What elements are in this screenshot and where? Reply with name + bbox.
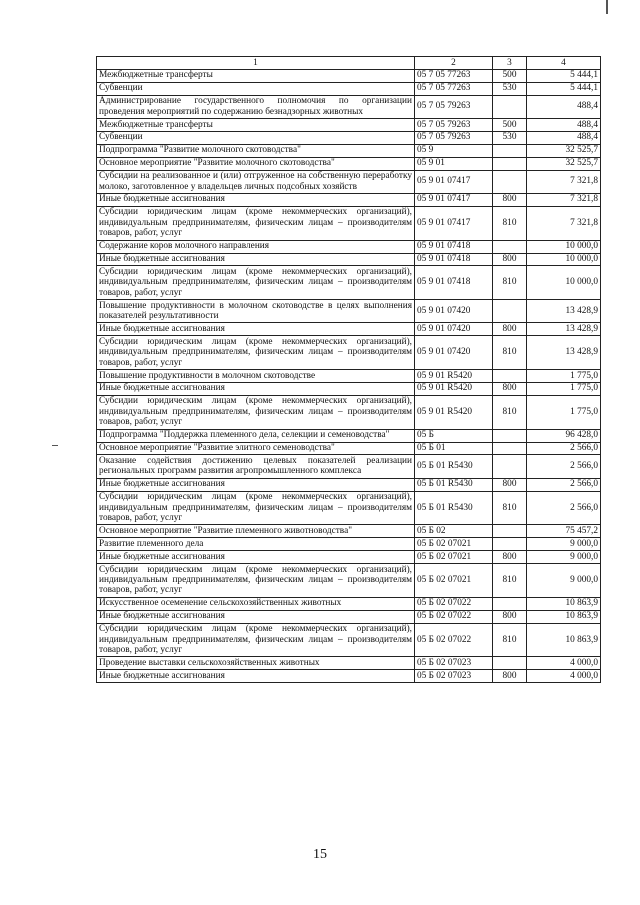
scan-mark	[606, 0, 608, 14]
row-type: 810	[493, 491, 527, 525]
row-sum: 10 000,0	[527, 266, 601, 300]
table-row	[97, 478, 601, 491]
row-code: 05 Б 02 07023	[415, 670, 493, 683]
row-name: Развитие племенного дела	[97, 538, 415, 551]
table-row	[97, 564, 601, 598]
row-name: Основное мероприятие "Развитие элитного семеноводства"	[97, 442, 415, 455]
row-code: 05 Б 02 07021	[415, 564, 493, 598]
row-sum: 32 525,7	[527, 157, 601, 170]
row-name: Иные бюджетные ассигнования	[97, 323, 415, 336]
row-type	[493, 144, 527, 157]
row-sum: 10 863,9	[527, 623, 601, 657]
row-type: 800	[493, 610, 527, 623]
row-name: Субсидии юридическим лицам (кроме некоммерческих организаций), индивидуальным предпринимателям, физическим лицам – производителям товаров, работ, услуг	[97, 564, 415, 598]
table-row	[97, 240, 601, 253]
row-name: Основное мероприятие "Развитие племенного животноводства"	[97, 525, 415, 538]
table-row	[97, 300, 601, 323]
row-sum: 5 444,1	[527, 82, 601, 95]
row-type: 810	[493, 206, 527, 240]
row-name: Иные бюджетные ассигнования	[97, 610, 415, 623]
table-row	[97, 323, 601, 336]
row-name: Субсидии на реализованное и (или) отгруженное на собственную переработку молоко, заготовленное у владельцев личных подсобных хозяйств	[97, 170, 415, 193]
table-row	[97, 144, 601, 157]
row-name: Субвенции	[97, 82, 415, 95]
row-name: Повышение продуктивности в молочном скотоводстве	[97, 370, 415, 383]
row-sum: 10 863,9	[527, 597, 601, 610]
table-row	[97, 395, 601, 429]
row-code: 05 9 01 07420	[415, 300, 493, 323]
row-type	[493, 170, 527, 193]
row-type	[493, 455, 527, 478]
header-col-1: 1	[97, 57, 415, 70]
header-col-3: 3	[493, 57, 527, 70]
row-sum: 4 000,0	[527, 670, 601, 683]
row-sum: 2 566,0	[527, 442, 601, 455]
table-row	[97, 336, 601, 370]
row-sum: 2 566,0	[527, 478, 601, 491]
row-type	[493, 442, 527, 455]
row-name: Оказание содействия достижению целевых показателей реализации региональных программ развития агропромышленного комплекса	[97, 455, 415, 478]
row-sum: 13 428,9	[527, 323, 601, 336]
header-col-2: 2	[415, 57, 493, 70]
row-name: Субсидии юридическим лицам (кроме некоммерческих организаций), индивидуальным предпринимателям, физическим лицам – производителям товаров, работ, услуг	[97, 206, 415, 240]
table-row	[97, 610, 601, 623]
row-code: 05 9 01 07418	[415, 240, 493, 253]
row-sum: 7 321,8	[527, 206, 601, 240]
row-name: Проведение выставки сельскохозяйственных животных	[97, 657, 415, 670]
table-row	[97, 119, 601, 132]
row-type: 500	[493, 119, 527, 132]
row-type	[493, 300, 527, 323]
row-type: 800	[493, 551, 527, 564]
row-type: 800	[493, 253, 527, 266]
row-code: 05 9 01 07418	[415, 253, 493, 266]
row-name: Иные бюджетные ассигнования	[97, 670, 415, 683]
table-header-row	[97, 57, 601, 70]
row-code: 05 7 05 77263	[415, 69, 493, 82]
row-type	[493, 657, 527, 670]
row-code: 05 Б 02 07023	[415, 657, 493, 670]
table-row	[97, 206, 601, 240]
table-row	[97, 370, 601, 383]
row-code: 05 7 05 79263	[415, 131, 493, 144]
row-type: 810	[493, 395, 527, 429]
table-row	[97, 491, 601, 525]
row-type	[493, 525, 527, 538]
row-sum: 32 525,7	[527, 144, 601, 157]
row-type	[493, 429, 527, 442]
row-sum: 10 863,9	[527, 610, 601, 623]
table-row	[97, 551, 601, 564]
row-code: 05 7 05 79263	[415, 119, 493, 132]
row-sum: 5 444,1	[527, 69, 601, 82]
row-code: 05 9 01 07418	[415, 266, 493, 300]
row-sum: 1 775,0	[527, 370, 601, 383]
row-sum: 13 428,9	[527, 336, 601, 370]
page-number: 15	[313, 847, 327, 862]
row-code: 05 9	[415, 144, 493, 157]
row-name: Основное мероприятие "Развитие молочного скотоводства"	[97, 157, 415, 170]
row-type: 800	[493, 193, 527, 206]
row-type: 810	[493, 564, 527, 598]
row-code: 05 7 05 77263	[415, 82, 493, 95]
row-name: Иные бюджетные ассигнования	[97, 253, 415, 266]
table-row	[97, 623, 601, 657]
row-sum: 10 000,0	[527, 240, 601, 253]
row-code: 05 Б 02 07021	[415, 551, 493, 564]
table-row	[97, 597, 601, 610]
row-name: Субсидии юридическим лицам (кроме некоммерческих организаций), индивидуальным предпринимателям, физическим лицам – производителям товаров, работ, услуг	[97, 266, 415, 300]
row-code: 05 Б 02 07021	[415, 538, 493, 551]
scan-mark	[52, 445, 58, 446]
row-name: Субсидии юридическим лицам (кроме некоммерческих организаций), индивидуальным предпринимателям, физическим лицам – производителям товаров, работ, услуг	[97, 623, 415, 657]
row-code: 05 9 01 R5420	[415, 370, 493, 383]
row-type: 530	[493, 131, 527, 144]
row-sum: 4 000,0	[527, 657, 601, 670]
row-type: 800	[493, 382, 527, 395]
row-code: 05 Б 01 R5430	[415, 478, 493, 491]
row-code: 05 Б 01 R5430	[415, 491, 493, 525]
row-code: 05 9 01 07420	[415, 336, 493, 370]
row-sum: 10 000,0	[527, 253, 601, 266]
row-sum: 96 428,0	[527, 429, 601, 442]
row-name: Повышение продуктивности в молочном скотоводстве в целях выполнения показателей результативности	[97, 300, 415, 323]
row-name: Межбюджетные трансферты	[97, 119, 415, 132]
row-code: 05 Б 01 R5430	[415, 455, 493, 478]
row-code: 05 Б 02 07022	[415, 597, 493, 610]
row-sum: 9 000,0	[527, 538, 601, 551]
table-row	[97, 442, 601, 455]
row-name: Содержание коров молочного направления	[97, 240, 415, 253]
row-type: 500	[493, 69, 527, 82]
row-sum: 488,4	[527, 95, 601, 118]
row-name: Искусственное осеменение сельскохозяйственных животных	[97, 597, 415, 610]
row-sum: 2 566,0	[527, 491, 601, 525]
row-name: Иные бюджетные ассигнования	[97, 193, 415, 206]
table-row	[97, 69, 601, 82]
table-row	[97, 455, 601, 478]
table-row	[97, 266, 601, 300]
row-name: Субсидии юридическим лицам (кроме некоммерческих организаций), индивидуальным предпринимателям, физическим лицам – производителям товаров, работ, услуг	[97, 336, 415, 370]
table-row	[97, 193, 601, 206]
table-row	[97, 538, 601, 551]
row-sum: 488,4	[527, 119, 601, 132]
row-name: Иные бюджетные ассигнования	[97, 478, 415, 491]
row-name: Межбюджетные трансферты	[97, 69, 415, 82]
row-name: Субвенции	[97, 131, 415, 144]
row-code: 05 Б 02	[415, 525, 493, 538]
row-sum: 7 321,8	[527, 170, 601, 193]
row-code: 05 Б 02 07022	[415, 610, 493, 623]
table-row	[97, 82, 601, 95]
row-sum: 9 000,0	[527, 551, 601, 564]
row-name: Иные бюджетные ассигнования	[97, 551, 415, 564]
row-code: 05 Б 02 07022	[415, 623, 493, 657]
row-code: 05 9 01 07420	[415, 323, 493, 336]
row-code: 05 9 01 07417	[415, 170, 493, 193]
row-sum: 13 428,9	[527, 300, 601, 323]
row-name: Подпрограмма "Поддержка племенного дела, селекции и семеноводства"	[97, 429, 415, 442]
table-row	[97, 95, 601, 118]
table-row	[97, 131, 601, 144]
table-row	[97, 157, 601, 170]
row-type: 530	[493, 82, 527, 95]
row-type	[493, 597, 527, 610]
row-type: 800	[493, 670, 527, 683]
row-type	[493, 370, 527, 383]
row-code: 05 9 01 07417	[415, 193, 493, 206]
row-sum: 1 775,0	[527, 395, 601, 429]
table-row	[97, 382, 601, 395]
row-sum: 7 321,8	[527, 193, 601, 206]
row-type: 810	[493, 336, 527, 370]
row-code: 05 9 01	[415, 157, 493, 170]
table-row	[97, 170, 601, 193]
budget-table	[96, 56, 601, 683]
row-sum: 75 457,2	[527, 525, 601, 538]
row-code: 05 Б	[415, 429, 493, 442]
table-row	[97, 670, 601, 683]
row-type	[493, 95, 527, 118]
table-row	[97, 525, 601, 538]
row-sum: 1 775,0	[527, 382, 601, 395]
row-code: 05 9 01 07417	[415, 206, 493, 240]
row-type: 810	[493, 266, 527, 300]
row-type	[493, 240, 527, 253]
header-col-4: 4	[527, 57, 601, 70]
row-type: 800	[493, 478, 527, 491]
row-type	[493, 538, 527, 551]
row-type: 810	[493, 623, 527, 657]
row-code: 05 Б 01	[415, 442, 493, 455]
row-name: Субсидии юридическим лицам (кроме некоммерческих организаций), индивидуальным предпринимателям, физическим лицам – производителям товаров, работ, услуг	[97, 491, 415, 525]
table-row	[97, 657, 601, 670]
row-name: Иные бюджетные ассигнования	[97, 382, 415, 395]
row-sum: 9 000,0	[527, 564, 601, 598]
row-name: Подпрограмма "Развитие молочного скотоводства"	[97, 144, 415, 157]
row-code: 05 7 05 79263	[415, 95, 493, 118]
row-code: 05 9 01 R5420	[415, 395, 493, 429]
row-type: 800	[493, 323, 527, 336]
row-type	[493, 157, 527, 170]
row-name: Администрирование государственного полномочия по организации проведения мероприятий по содержанию безнадзорных животных	[97, 95, 415, 118]
row-code: 05 9 01 R5420	[415, 382, 493, 395]
table-row	[97, 253, 601, 266]
row-name: Субсидии юридическим лицам (кроме некоммерческих организаций), индивидуальным предпринимателям, физическим лицам – производителям товаров, работ, услуг	[97, 395, 415, 429]
row-sum: 488,4	[527, 131, 601, 144]
row-sum: 2 566,0	[527, 455, 601, 478]
table-row	[97, 429, 601, 442]
